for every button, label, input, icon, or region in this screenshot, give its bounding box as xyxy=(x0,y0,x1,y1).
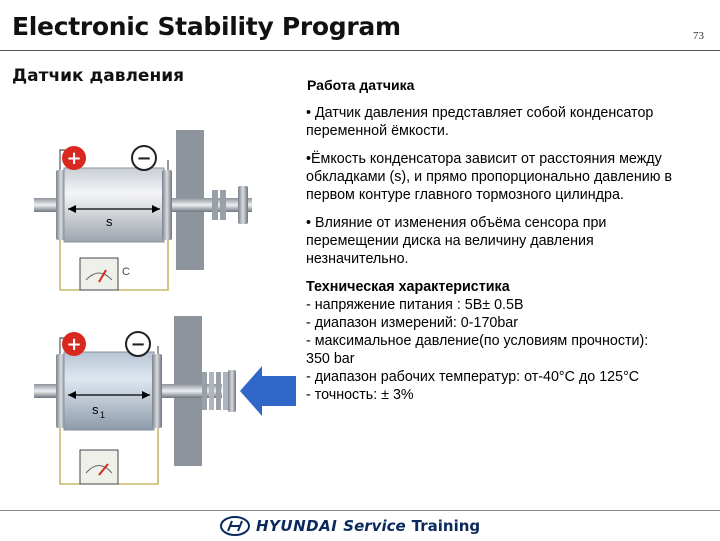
specs-title: Техническая характеристика xyxy=(306,279,510,295)
footer-brand xyxy=(220,513,480,539)
brand-service: Service xyxy=(343,517,406,535)
meter-label: C xyxy=(122,266,130,278)
gap-label: s xyxy=(92,402,99,417)
plus-icon xyxy=(62,332,86,356)
pressure-arrow-icon xyxy=(240,366,296,416)
capacitor-diagram-rest xyxy=(34,130,296,300)
page-number: 73 xyxy=(693,30,704,42)
gauge-icon xyxy=(80,450,118,484)
minus-icon xyxy=(126,332,150,356)
svg-text:+: + xyxy=(66,334,82,355)
slide-title: Electronic Stability Program xyxy=(12,12,401,41)
brand-name: HYUNDAI xyxy=(256,517,338,535)
capacitor-body xyxy=(64,352,154,430)
header-divider xyxy=(0,50,720,51)
bullet-3: • Влияние от изменения объёма сенсора при перемещении диска на величину давления незначительно. xyxy=(306,215,607,267)
bullet-2: •Ёмкость конденсатора зависит от расстояния между обкладками (s), и прямо пропорционально давлению в первом контуре главного тормозного цилиндра. xyxy=(306,151,672,203)
spec-line: - точность: ± 3% xyxy=(306,387,414,403)
plus-icon xyxy=(62,146,86,170)
piston-disc xyxy=(228,370,236,412)
spec-line: - диапазон измерений: 0-170bar xyxy=(306,315,519,331)
gauge-icon xyxy=(80,258,118,290)
bullet-1: • Датчик давления представляет собой конденсатор переменной ёмкости. xyxy=(306,105,654,139)
spec-line: - напряжение питания : 5В± 0.5В xyxy=(306,297,524,313)
minus-icon xyxy=(132,146,156,170)
right-plate xyxy=(152,354,162,428)
slide-subtitle: Датчик давления xyxy=(12,66,185,86)
capacitor-body xyxy=(64,168,164,242)
brand-training: Training xyxy=(411,517,481,535)
spec-line: - диапазон рабочих температур: от-40°С до 125°С xyxy=(306,369,640,385)
right-plate xyxy=(162,170,172,240)
spec-line: - максимальное давление(по условиям прочности): 350 bar xyxy=(306,333,649,367)
piston-disc xyxy=(238,186,248,224)
capacitor-diagram-pressure xyxy=(34,316,296,496)
svg-text:−: − xyxy=(130,334,146,355)
gap-subscript: 1 xyxy=(100,410,106,420)
section-heading: Работа датчика xyxy=(307,77,415,93)
left-shaft xyxy=(34,384,58,398)
svg-text:+: + xyxy=(66,148,82,169)
svg-text:−: − xyxy=(136,148,152,169)
gap-label: s xyxy=(106,214,113,229)
content-text xyxy=(306,104,676,404)
left-shaft xyxy=(34,198,58,212)
hyundai-logo-icon xyxy=(220,516,250,536)
